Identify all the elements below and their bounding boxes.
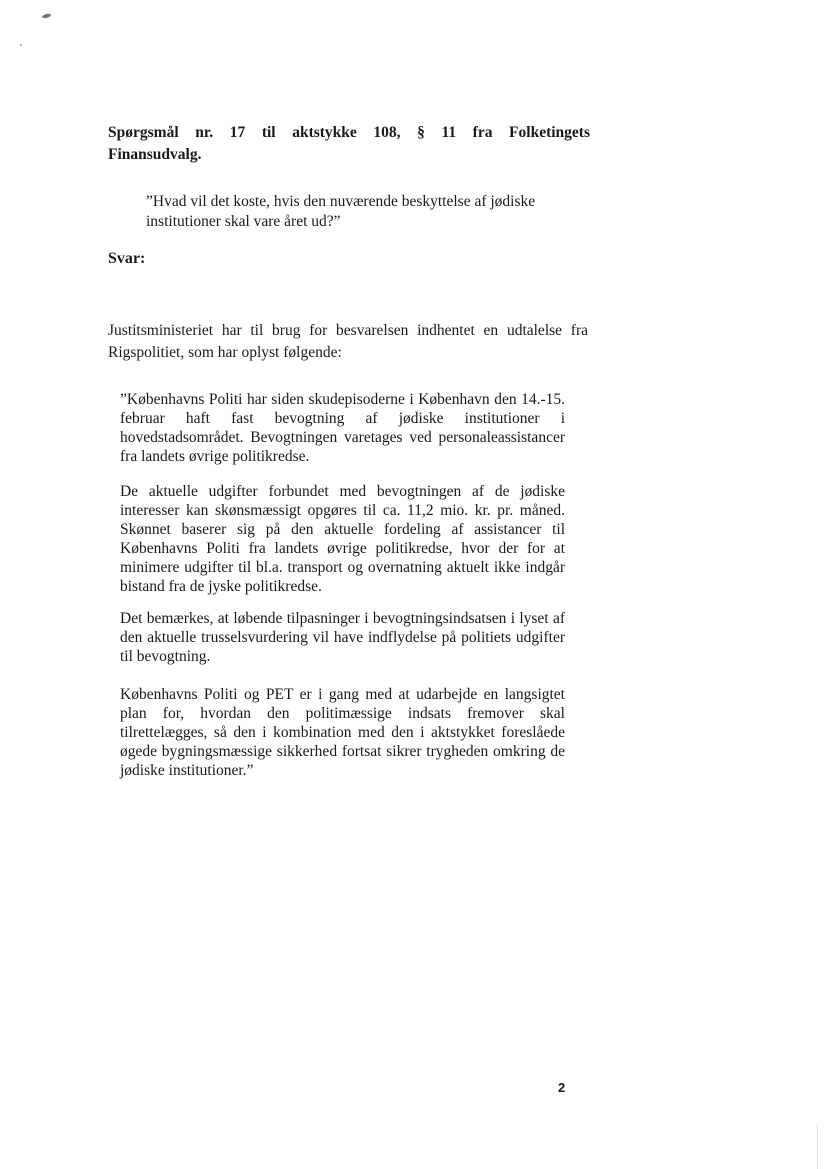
quoted-paragraph-2: De aktuelle udgifter forbundet med bevogtningen af de jødiske interesser kan skønsmæssigt opgøres til ca. 11,2 mio. kr. pr. måned. Skønnet baserer sig på den aktuelle fordeling af assistancer til Københavns Politi fra landets øvrige politikredse, hvor der for at minimere udgifter til bl.a. transport og overnatning aktuelt ikke indgår bistand fra de jyske politikredse.	[120, 483, 565, 595]
scan-speck	[20, 44, 22, 46]
scan-speck	[42, 13, 52, 19]
intro-line-2: Rigspolitiet, som har oplyst følgende:	[108, 344, 342, 361]
answer-label: Svar:	[108, 250, 146, 267]
quoted-paragraph-3: Det bemærkes, at løbende tilpasninger i bevogtningsindsatsen i lyset af den aktuelle trusselsvurdering vil have indflydelse på politiets udgifter til bevogtning.	[120, 610, 565, 665]
heading-line-1: Spørgsmål nr. 17 til aktstykke 108, § 11 fra Folketingets	[108, 124, 590, 141]
answer-intro	[108, 320, 588, 364]
quoted-paragraph-4: Københavns Politi og PET er i gang med at udarbejde en langsigtet plan for, hvordan den politimæssige indsats fremover skal tilrettelægges, så den i kombination med den i aktstykket foreslåede øgede bygningsmæssige sikkerhed fortsat sikrer trygheden omkring de jødiske institutioner.”	[120, 686, 565, 779]
quoted-paragraph-1: ”Københavns Politi har siden skudepisoderne i København den 14.-15. februar haft fast bevogtning af jødiske institutioner i hovedstadsområdet. Bevogtningen varetages ved personaleassistancer fra landets øvrige politikredse.	[120, 391, 565, 465]
heading-line-2: Finansudvalg.	[108, 146, 202, 163]
page-number: 2	[558, 1080, 566, 1095]
question-heading	[108, 122, 590, 166]
scan-edge-line	[817, 1125, 818, 1169]
question-text: ”Hvad vil det koste, hvis den nuværende beskyttelse af jødiske institutioner skal vare året ud?”	[146, 193, 536, 230]
intro-line-1: Justitsministeriet har til brug for besvarelsen indhentet en udtalelse fra	[108, 322, 588, 339]
